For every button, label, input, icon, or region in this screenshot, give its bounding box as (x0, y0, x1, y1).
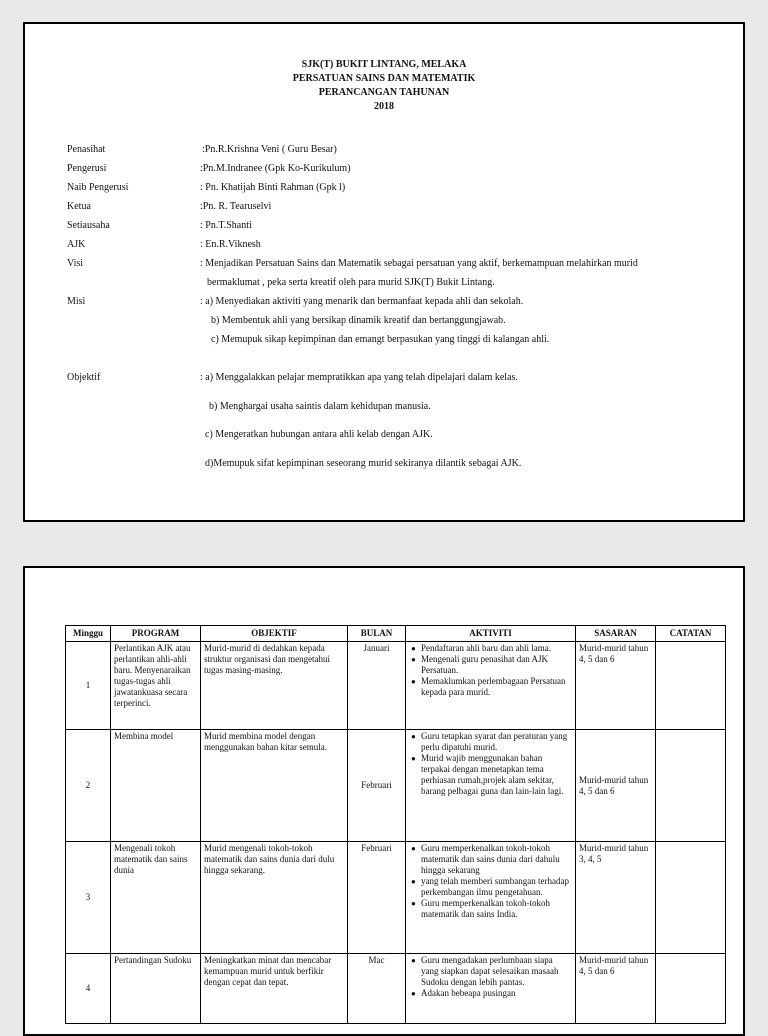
cell-aktiviti (406, 842, 576, 954)
cell-program: Mengenali tokoh matematik dan sains dunia (111, 842, 201, 954)
info-value: bermaklumat , peka serta kreatif oleh para murid SJK(T) Bukit Lintang. (207, 277, 495, 288)
col-header-program: PROGRAM (111, 626, 201, 642)
info-value: c) Mengeratkan hubungan antara ahli kelab dengan AJK. (205, 429, 433, 440)
list-item: ● Adakan bebeapa pusingan (421, 988, 572, 999)
col-header-objektif: OBJEKTIF (201, 626, 348, 642)
school-name: SJK(T) BUKIT LINTANG, MELAKA (301, 59, 467, 70)
page-one (23, 22, 745, 522)
info-section (67, 140, 727, 480)
table-row (66, 730, 726, 842)
list-item: ● Memaklumkan perlembagaan Persatuan kepada para murid. (421, 676, 572, 698)
info-label: Visi (67, 258, 84, 269)
info-value: : a) Menyediakan aktiviti yang menarik dan bermanfaat kepada ahli dan sekolah. (200, 296, 524, 307)
cell-minggu: 1 (66, 642, 111, 730)
activity-list (409, 643, 572, 698)
cell-sasaran: Murid-murid tahun 4, 5 dan 6 (576, 642, 656, 730)
document-heading (25, 58, 743, 114)
info-value: :Pn. R. Tearuselvi (200, 201, 272, 212)
list-item: ● Murid wajib menggunakan bahan terpakai dengan menetapkan tema perhiasan rumah,projek alam sekitar, barang pelbagai guna dan lain-lain lagi. (421, 753, 572, 797)
table-row (66, 642, 726, 730)
cell-bulan: Mac (348, 954, 406, 1024)
page-two (23, 566, 745, 1036)
cell-program: Membina model (111, 730, 201, 842)
info-value: d)Memupuk sifat kepimpinan seseorang murid sekiranya dilantik sebagai AJK. (205, 458, 522, 469)
plan-title: PERANCANGAN TAHUNAN (318, 87, 450, 98)
info-label: Pengerusi (67, 163, 107, 174)
table-row (66, 842, 726, 954)
cell-sasaran: Murid-murid tahun 3, 4, 5 (576, 842, 656, 954)
cell-catatan (656, 730, 726, 842)
info-label: Setiausaha (67, 220, 110, 231)
list-item: ● Pendaftaran ahli baru dan ahli lama. (421, 643, 572, 654)
cell-objektif: Murid mengenali tokoh-tokoh matematik dan sains dunia dari dulu hingga sekarang. (201, 842, 348, 954)
cell-catatan (656, 642, 726, 730)
cell-minggu: 4 (66, 954, 111, 1024)
col-header-catatan: CATATAN (656, 626, 726, 642)
annual-plan-table (65, 625, 726, 1024)
list-item: ● Mengenali guru penasihat dan AJK Persatuan. (421, 654, 572, 676)
info-value: : Menjadikan Persatuan Sains dan Matematik sebagai persatuan yang aktif, berkemampuan melahirkan murid (200, 258, 638, 269)
info-value: : Pn. Khatijah Binti Rahman (Gpk l) (200, 182, 346, 193)
cell-aktiviti (406, 954, 576, 1024)
info-value: : En.R.Viknesh (200, 239, 261, 250)
cell-program: Perlantikan AJK atau perlantikan ahli-ahli baru. Menyenaraikan tugas-tugas ahli jawatankuasa secara terperinci. (111, 642, 201, 730)
info-label: Naib Pengerusi (67, 182, 129, 193)
cell-bulan: Februari (348, 730, 406, 842)
cell-aktiviti (406, 730, 576, 842)
info-label: Penasihat (67, 144, 106, 155)
info-value: : a) Menggalakkan pelajar mempratikkan apa yang telah dipelajari dalam kelas. (200, 372, 518, 383)
info-value: b) Membentuk ahli yang bersikap dinamik kreatif dan bertanggungjawab. (211, 315, 506, 326)
cell-bulan: Januari (348, 642, 406, 730)
cell-objektif: Murid membina model dengan menggunakan bahan kitar semula. (201, 730, 348, 842)
list-item: ● yang telah memberi sumbangan terhadap perkembangan ilmu pengetahuan. (421, 876, 572, 898)
activity-list (409, 955, 572, 999)
col-header-bulan: BULAN (348, 626, 406, 642)
info-value: :Pn.M.Indranee (Gpk Ko-Kurikulum) (200, 163, 351, 174)
cell-catatan (656, 842, 726, 954)
cell-minggu: 3 (66, 842, 111, 954)
col-header-aktiviti: AKTIVITI (406, 626, 576, 642)
society-name: PERSATUAN SAINS DAN MATEMATIK (292, 73, 476, 84)
info-value: b) Menghargai usaha saintis dalam kehidupan manusia. (209, 401, 431, 412)
col-header-minggu: Minggu (66, 626, 111, 642)
cell-sasaran: Murid-murid tahun 4, 5 dan 6 (576, 730, 656, 842)
list-item: ● Guru memperkenalkan tokoh-tokoh matematik dan sains India. (421, 898, 572, 920)
activity-list (409, 843, 572, 920)
list-item: ● Guru mengadakan perlumbaan siapa yang siapkan dapat selesaikan masaah Sudoku dengan lebih pantas. (421, 955, 572, 988)
info-label: Ketua (67, 201, 91, 212)
cell-catatan (656, 954, 726, 1024)
cell-aktiviti (406, 642, 576, 730)
plan-year: 2018 (374, 101, 394, 112)
info-value: c) Memupuk sikap kepimpinan dan emangt berpasukan yang tinggi di kalangan ahli. (211, 334, 550, 345)
info-label: Misi (67, 296, 86, 307)
cell-minggu: 2 (66, 730, 111, 842)
col-header-sasaran: SASARAN (576, 626, 656, 642)
table-row (66, 954, 726, 1024)
cell-objektif: Meningkatkan minat dan mencabar kemampuan murid untuk berfikir dengan cepat dan tepat. (201, 954, 348, 1024)
info-label: AJK (67, 239, 86, 250)
info-value: :Pn.R.Krishna Veni ( Guru Besar) (202, 144, 337, 155)
info-label: Objektif (67, 372, 101, 383)
cell-objektif: Murid-murid di dedahkan kepada struktur organisasi dan mengetahui tugas masing-masing. (201, 642, 348, 730)
table-header-row (66, 626, 726, 642)
list-item: ● Guru memperkenalkan tokoh-tokoh matematik dan sains dunia dari dahulu hingga sekarang (421, 843, 572, 876)
activity-list (409, 731, 572, 797)
cell-sasaran: Murid-murid tahun 4, 5 dan 6 (576, 954, 656, 1024)
list-item: ● Guru tetapkan syarat dan peraturan yang perlu dipatuhi murid. (421, 731, 572, 753)
cell-program: Pertandingan Sudoku (111, 954, 201, 1024)
info-value: : Pn.T.Shanti (200, 220, 252, 231)
cell-bulan: Februari (348, 842, 406, 954)
